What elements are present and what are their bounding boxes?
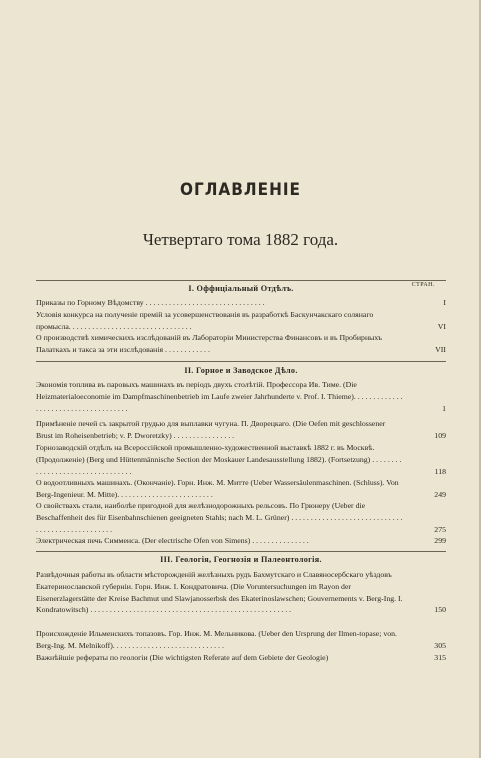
toc-entry-page: 315 [434,653,446,662]
section-heading-1: I. Оффиціальный Отдѣлъ. [188,284,294,293]
toc-entry-text: Важнѣйшіе рефераты по геологіи (Die wichtigsten Referate auf dem Gebiete der Geologie) [36,653,329,662]
section-rule [36,361,446,362]
page-column-header: СТРАН. [411,282,435,288]
toc-entry [36,418,446,442]
toc-entry-page: VII [435,344,446,354]
toc-entry-page: 275 [434,524,446,534]
section-rule [36,551,446,552]
toc-entry-text: О водоотливныхъ машинахъ. (Окончаніе). Горн. Инж. М. Митте (Ueber Wassersäulenmaschinen. (Schluss). Von Berg-Ingenieur. M. Mitte). . . . . . . . . . . . . . . . . . . . . . . . . [36,478,399,499]
toc-entry-page: 109 [434,430,446,440]
toc-entry-page: 305 [434,640,446,650]
toc-entry [36,569,446,616]
toc-entry [36,309,446,333]
toc-entry [36,477,446,501]
toc-entry [36,379,446,414]
toc-entry-text: Экономія топлива въ паровыхъ машинахъ въ періодъ двухъ столѣтій. Профессора Ив. Тиме. (Die Heizmaterialoeconomie im Dampfmaschinenbetrieb im Laufe zweier Jahrhunderte v. Prof. I. Thieme). . . . . . . . . . . . . . . . . . . . . . . . . . . . . . . . . . . . . [36,380,403,413]
toc-entry [36,332,446,356]
toc-entry-text: О свойствахъ стали, наиболѣе пригодной для желѣзнодорожныхъ рельсовъ. По Грюнеру (Ueber die Beschaffenheit des für Eisenbahnschienen geeigneten Stahls; nach M. L. Grüner) . . . . . . . . . . . . . . . . . . . . . . . . . . . . . . . . . . . . . . . . . . . . . . . . . [36,501,403,534]
toc-entry-text: Развѣдочныя работы въ области мѣсторожденій желѣзныхъ рудъ Бахмутскаго и Славяносербскаго уѣздовъ Екатеринославской губерніи. Горн. Инж. I. Кондратовича. (Die Voruntersuchungen im Rayon der Eisenerzlagerstätte der Kreise Bachmut und Slawjanosserbsk des Ekaterinoslawschen; Gouvernements v. Berg-Ing. I. Kondratowitsch) . . . . . . . . . . . . . . . . . . . . . . . . . . . . . . . . . . . . . . . . . . . . . . . . . . . . [36,570,403,615]
page-title: ОГЛАВЛЕНІЕ [179,180,302,200]
toc-entry-page: 118 [434,466,446,476]
toc-entry-text: Примѣненіе печей съ закрытой грудью для выплавки чугуна. П. Дворецкаго. (Die Oefen mit geschlossener Brust im Roheisenbetrieb; v. P. Dworetzky) . . . . . . . . . . . . . . . . [36,419,386,440]
toc-entry [36,442,446,477]
section-heading-2: II. Горное и Заводское Дѣло. [184,366,298,375]
toc-entry [36,535,446,547]
toc-entry-page: VI [437,321,446,331]
toc-entry-page: 1 [442,403,446,413]
section-heading-3: III. Геологія, Геогнозія и Палеонтологія. [160,555,322,564]
top-rule [36,280,446,281]
toc-entry-page: I [443,298,446,307]
toc-entry [36,297,446,309]
page-subtitle: Четвертаго тома 1882 года. [142,230,339,249]
toc-entry-text: Приказы по Горному Вѣдомству . . . . . . . . . . . . . . . . . . . . . . . . . . . . . . . [36,298,265,307]
toc-entry-page: 299 [434,536,446,545]
toc-entry-text: Горнозаводскій отдѣлъ на Всероссійской промышленно-художественной выставкѣ 1882 г. въ Москвѣ. (Продолженіе) (Berg und Hüttenmännische Section der Moskauer Landesausstellung 1882). (Fortsetzung) . . . . . . . . . . . . . . . . . . . . . . . . . . . . . . . . . [36,443,402,476]
toc-entry [36,652,446,664]
toc-entry-page: 249 [434,489,446,499]
toc-entry-text: Условія конкурса на полученіе премій за усовершенствованія въ разработкѣ Баскунчакскаго солянаго промысла. . . . . . . . . . . . . . . . . . . . . . . . . . . . . . . . [36,310,374,331]
toc-entry [36,500,446,535]
toc-entry-text: Электрическая печь Симменса. (Der electrische Ofen von Simens) . . . . . . . . . . . . . . . [36,536,309,545]
toc-entry [36,628,446,652]
toc-entry-text: О производствѣ химическихъ изслѣдованій въ Лабораторіи Министерства Финансовъ и въ Пробирныхъ Палаткахъ и такса за эти изслѣдованія . . . . . . . . . . . . [36,333,382,354]
toc-entry-page: 150 [434,605,446,615]
toc-entry-text: Происхожденіе Ильменскихъ топазовъ. Гор. Инж. М. Мельникова. (Ueber den Ursprung der Ilmen-topase; von. Berg-Ing. M. Melnikoff). . . . . . . . . . . . . . . . . . . . . . . . . . . . . [36,629,397,650]
